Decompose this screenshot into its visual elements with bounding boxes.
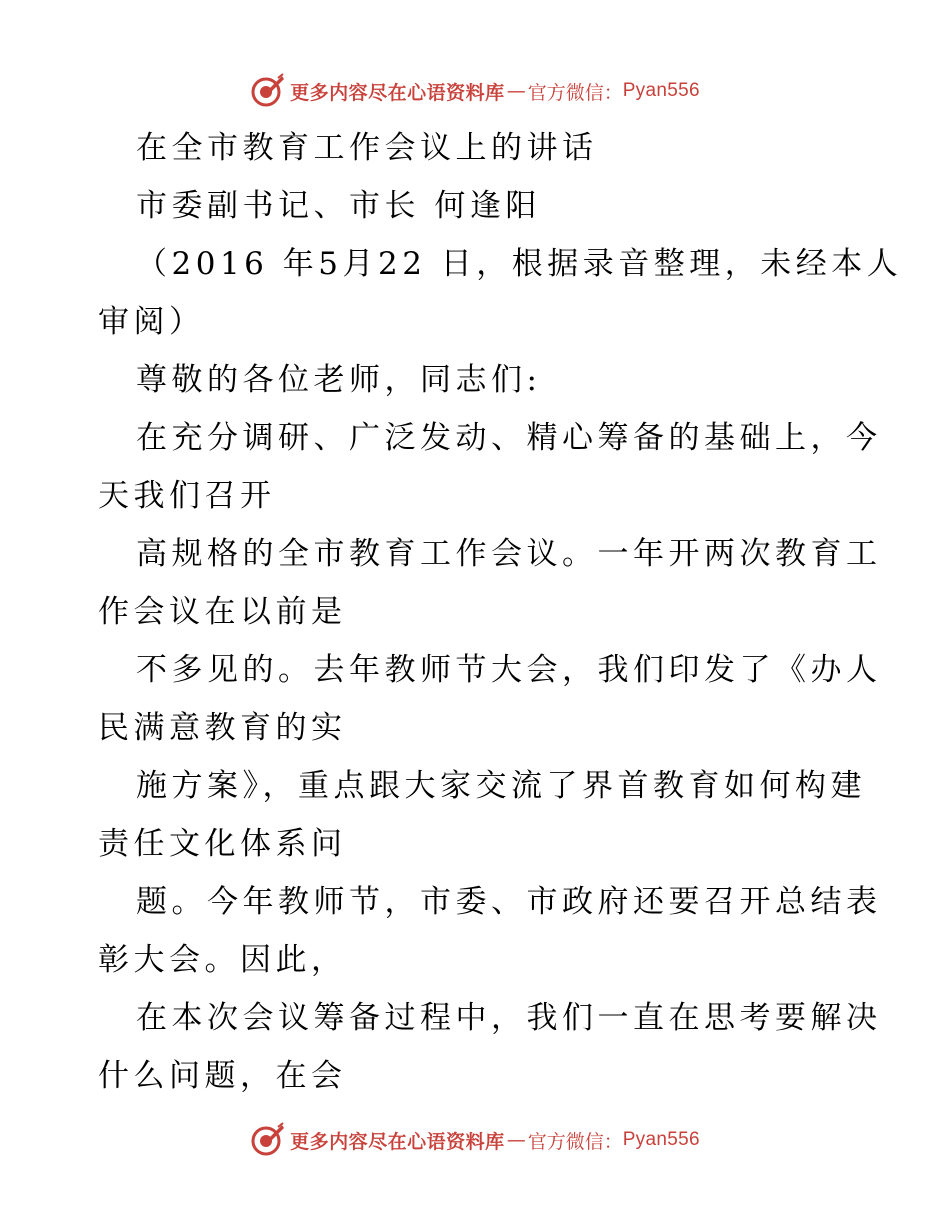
document-line: 题。今年教师节，市委、市政府还要召开总结表 <box>136 884 882 920</box>
document-line: 施方案》，重点跟大家交流了界首教育如何构建 <box>136 768 866 804</box>
quill-logo-icon <box>250 73 286 109</box>
document-line: 不多见的。去年教师节大会，我们印发了《办人 <box>136 652 882 688</box>
document-line: 在充分调研、广泛发动、精心筹备的基础上，今 <box>136 420 882 456</box>
document-line: 在本次会议筹备过程中，我们一直在思考要解决 <box>136 1000 882 1036</box>
document-line: （2016 年5月22 日，根据录音整理，未经本人 <box>136 246 903 282</box>
document-line: 彰大会。因此， <box>98 942 347 978</box>
document-line: 作会议在以前是 <box>98 594 347 630</box>
banner-official-label: 官方微信： <box>527 1130 623 1153</box>
footer-watermark-banner <box>0 1120 950 1160</box>
document-line: 尊敬的各位老师，同志们: <box>136 362 542 398</box>
banner-account-id: Pyan556 <box>622 80 700 101</box>
document-line: 在全市教育工作会议上的讲话 <box>136 130 598 166</box>
document-line: 责任文化体系问 <box>98 826 347 862</box>
document-line: 市委副书记、市长 何逢阳 <box>136 188 541 224</box>
document-line: 天我们召开 <box>98 478 276 514</box>
document-line: 高规格的全市教育工作会议。一年开两次教育工 <box>136 536 882 572</box>
banner-brand-text: 更多内容尽在心语资料库 <box>290 1130 505 1153</box>
banner-account-id: Pyan556 <box>622 1129 700 1150</box>
banner-dash: — <box>506 1129 526 1151</box>
document-line: 民满意教育的实 <box>98 710 347 746</box>
quill-logo-icon <box>250 1122 286 1158</box>
document-line: 审阅） <box>98 304 205 340</box>
banner-dash: — <box>506 80 526 102</box>
banner-brand-text: 更多内容尽在心语资料库 <box>290 81 505 104</box>
banner-official-label: 官方微信： <box>527 81 623 104</box>
document-body <box>98 119 903 1105</box>
document-line: 什么问题，在会 <box>98 1058 347 1094</box>
header-watermark-banner <box>0 71 950 111</box>
